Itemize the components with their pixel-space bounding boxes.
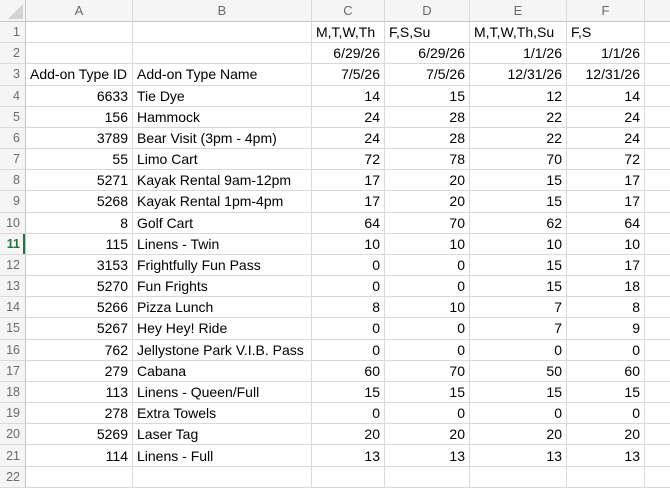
cell-F21[interactable]: 13 <box>567 445 645 466</box>
cell-F6[interactable]: 24 <box>567 128 645 149</box>
cell-B11[interactable]: Linens - Twin <box>133 234 312 255</box>
cell-A10[interactable]: 8 <box>26 213 133 234</box>
cell-A22[interactable] <box>26 467 133 488</box>
cell-C18[interactable]: 15 <box>312 382 385 403</box>
row-header-5[interactable] <box>0 107 26 128</box>
cell-D16[interactable]: 0 <box>385 340 470 361</box>
cell-A3[interactable]: Add-on Type ID <box>26 64 133 85</box>
cell-B7[interactable]: Limo Cart <box>133 149 312 170</box>
row-header-13[interactable] <box>0 276 26 297</box>
cell-D17[interactable]: 70 <box>385 361 470 382</box>
row-number-label: 18 <box>6 385 20 399</box>
cell-F12[interactable]: 17 <box>567 255 645 276</box>
cell-B9[interactable]: Kayak Rental 1pm-4pm <box>133 191 312 212</box>
row-number-label: 9 <box>13 194 20 209</box>
cell-E18[interactable]: 15 <box>470 382 567 403</box>
cell-partial-5[interactable] <box>645 107 670 128</box>
sheet-row-13 <box>0 276 670 297</box>
cell-C16[interactable]: 0 <box>312 340 385 361</box>
sheet-row-17 <box>0 361 670 382</box>
cell-F10[interactable]: 64 <box>567 213 645 234</box>
cell-F20[interactable]: 20 <box>567 424 645 445</box>
cell-D1[interactable]: F,S,Su <box>385 22 470 43</box>
row-number-label: 11 <box>6 236 20 251</box>
cell-C10[interactable]: 64 <box>312 213 385 234</box>
cell-partial-19[interactable] <box>645 403 670 424</box>
row-number-label: 21 <box>6 448 20 463</box>
row-number-label: 14 <box>6 300 20 315</box>
cell-partial-13[interactable] <box>645 276 670 297</box>
cell-C17[interactable]: 60 <box>312 361 385 382</box>
cell-partial-2[interactable] <box>645 43 670 64</box>
cell-partial-20[interactable] <box>645 424 670 445</box>
cell-D15[interactable]: 0 <box>385 318 470 339</box>
sheet-row-12 <box>0 255 670 276</box>
cell-C9[interactable]: 17 <box>312 191 385 212</box>
sheet-row-3 <box>0 64 670 85</box>
sheet-row-14 <box>0 297 670 318</box>
cell-D20[interactable]: 20 <box>385 424 470 445</box>
cell-E14[interactable]: 7 <box>470 297 567 318</box>
row-number-label: 10 <box>6 215 20 230</box>
sheet-row-20 <box>0 424 670 445</box>
cell-A4[interactable]: 6633 <box>26 86 133 107</box>
cell-A6[interactable]: 3789 <box>26 128 133 149</box>
cell-C1[interactable]: M,T,W,Th <box>312 22 385 43</box>
row-header-2[interactable] <box>0 43 26 64</box>
cell-F16[interactable]: 0 <box>567 340 645 361</box>
row-number-label: 7 <box>13 152 20 167</box>
cell-F4[interactable]: 14 <box>567 86 645 107</box>
row-header-10[interactable] <box>0 213 26 234</box>
cell-F15[interactable]: 9 <box>567 318 645 339</box>
cell-partial-8[interactable] <box>645 170 670 191</box>
row-number-label: 16 <box>6 342 20 357</box>
cell-A13[interactable]: 5270 <box>26 276 133 297</box>
cell-F9[interactable]: 17 <box>567 191 645 212</box>
cell-B17[interactable]: Cabana <box>133 361 312 382</box>
sheet-row-4 <box>0 86 670 107</box>
cell-partial-16[interactable] <box>645 340 670 361</box>
cell-partial-6[interactable] <box>645 128 670 149</box>
cell-C21[interactable]: 13 <box>312 445 385 466</box>
cell-F7[interactable]: 72 <box>567 149 645 170</box>
cell-partial-7[interactable] <box>645 149 670 170</box>
cell-partial-15[interactable] <box>645 318 670 339</box>
row-number-label: 3 <box>13 67 20 82</box>
cell-D14[interactable]: 10 <box>385 297 470 318</box>
row-number-label: 5 <box>13 109 20 124</box>
row-number-label: 6 <box>13 130 20 145</box>
cell-E16[interactable]: 0 <box>470 340 567 361</box>
cell-B1[interactable] <box>133 22 312 43</box>
row-number-label: 2 <box>13 46 20 61</box>
row-number-label: 12 <box>6 257 20 272</box>
column-header-D[interactable]: D <box>385 0 470 22</box>
cell-D22[interactable] <box>385 467 470 488</box>
cell-B22[interactable] <box>133 467 312 488</box>
cell-A11[interactable]: 115 <box>26 234 133 255</box>
cell-D2[interactable]: 6/29/26 <box>385 43 470 64</box>
cell-D10[interactable]: 70 <box>385 213 470 234</box>
row-number-label: 1 <box>13 25 20 40</box>
sheet-row-10 <box>0 213 670 234</box>
cell-C13[interactable]: 0 <box>312 276 385 297</box>
row-number-label: 4 <box>13 88 20 103</box>
sheet-row-15 <box>0 318 670 339</box>
cell-partial-17[interactable] <box>645 361 670 382</box>
sheet-row-6 <box>0 128 670 149</box>
cell-partial-3[interactable] <box>645 64 670 85</box>
cell-A2[interactable] <box>26 43 133 64</box>
grid-rows <box>0 22 670 488</box>
column-header-F[interactable]: F <box>567 0 645 22</box>
column-header-partial[interactable] <box>645 0 670 22</box>
cell-partial-10[interactable] <box>645 213 670 234</box>
row-header-4[interactable] <box>0 86 26 107</box>
cell-D6[interactable]: 28 <box>385 128 470 149</box>
cell-A19[interactable]: 278 <box>26 403 133 424</box>
cell-C15[interactable]: 0 <box>312 318 385 339</box>
sheet-row-2 <box>0 43 670 64</box>
sheet-row-18 <box>0 382 670 403</box>
cell-F2[interactable]: 1/1/26 <box>567 43 645 64</box>
cell-C5[interactable]: 24 <box>312 107 385 128</box>
cell-F18[interactable]: 15 <box>567 382 645 403</box>
cell-C6[interactable]: 24 <box>312 128 385 149</box>
cell-F1[interactable]: F,S <box>567 22 645 43</box>
cell-E6[interactable]: 22 <box>470 128 567 149</box>
cell-C19[interactable]: 0 <box>312 403 385 424</box>
cell-C7[interactable]: 72 <box>312 149 385 170</box>
cell-F8[interactable]: 17 <box>567 170 645 191</box>
column-header-A[interactable]: A <box>26 0 133 22</box>
cell-E15[interactable]: 7 <box>470 318 567 339</box>
row-header-15[interactable] <box>0 318 26 339</box>
cell-B15[interactable]: Hey Hey! Ride <box>133 318 312 339</box>
active-row-accent <box>23 234 25 254</box>
row-number-label: 17 <box>6 363 20 378</box>
select-all-button[interactable] <box>0 0 26 22</box>
cell-D13[interactable]: 0 <box>385 276 470 297</box>
cell-B10[interactable]: Golf Cart <box>133 213 312 234</box>
row-header-20[interactable] <box>0 424 26 445</box>
sheet-row-11 <box>0 234 670 255</box>
row-header-9[interactable] <box>0 191 26 212</box>
row-header-21[interactable] <box>0 445 26 466</box>
cell-B2[interactable] <box>133 43 312 64</box>
cell-E8[interactable]: 15 <box>470 170 567 191</box>
cell-A5[interactable]: 156 <box>26 107 133 128</box>
cell-F5[interactable]: 24 <box>567 107 645 128</box>
cell-E1[interactable]: M,T,W,Th,Su <box>470 22 567 43</box>
cell-D8[interactable]: 20 <box>385 170 470 191</box>
column-header-row <box>0 0 670 22</box>
cell-E5[interactable]: 22 <box>470 107 567 128</box>
cell-E7[interactable]: 70 <box>470 149 567 170</box>
cell-E13[interactable]: 15 <box>470 276 567 297</box>
column-header-B[interactable]: B <box>133 0 312 22</box>
cell-E17[interactable]: 50 <box>470 361 567 382</box>
row-number-label: 19 <box>6 406 20 421</box>
cell-partial-11[interactable] <box>645 234 670 255</box>
row-number-label: 22 <box>6 469 20 484</box>
cell-partial-12[interactable] <box>645 255 670 276</box>
cell-E21[interactable]: 13 <box>470 445 567 466</box>
cell-D9[interactable]: 20 <box>385 191 470 212</box>
sheet-row-1 <box>0 22 670 43</box>
sheet-row-9 <box>0 191 670 212</box>
cell-A1[interactable] <box>26 22 133 43</box>
cell-E19[interactable]: 0 <box>470 403 567 424</box>
cell-F3[interactable]: 12/31/26 <box>567 64 645 85</box>
cell-C12[interactable]: 0 <box>312 255 385 276</box>
cell-E22[interactable] <box>470 467 567 488</box>
cell-D12[interactable]: 0 <box>385 255 470 276</box>
cell-F11[interactable]: 10 <box>567 234 645 255</box>
sheet-row-16 <box>0 340 670 361</box>
cell-partial-1[interactable] <box>645 22 670 43</box>
cell-B6[interactable]: Bear Visit (3pm - 4pm) <box>133 128 312 149</box>
row-header-6[interactable] <box>0 128 26 149</box>
cell-E20[interactable]: 20 <box>470 424 567 445</box>
cell-E11[interactable]: 10 <box>470 234 567 255</box>
cell-E2[interactable]: 1/1/26 <box>470 43 567 64</box>
cell-A17[interactable]: 279 <box>26 361 133 382</box>
cell-A20[interactable]: 5269 <box>26 424 133 445</box>
row-header-7[interactable] <box>0 149 26 170</box>
cell-A12[interactable]: 3153 <box>26 255 133 276</box>
sheet-row-19 <box>0 403 670 424</box>
cell-C14[interactable]: 8 <box>312 297 385 318</box>
cell-B16[interactable]: Jellystone Park V.I.B. Pass <box>133 340 312 361</box>
cell-B20[interactable]: Laser Tag <box>133 424 312 445</box>
cell-E12[interactable]: 15 <box>470 255 567 276</box>
row-header-19[interactable] <box>0 403 26 424</box>
cell-F19[interactable]: 0 <box>567 403 645 424</box>
cell-B19[interactable]: Extra Towels <box>133 403 312 424</box>
cell-D7[interactable]: 78 <box>385 149 470 170</box>
cell-B21[interactable]: Linens - Full <box>133 445 312 466</box>
cell-B13[interactable]: Fun Frights <box>133 276 312 297</box>
cell-D18[interactable]: 15 <box>385 382 470 403</box>
cell-partial-18[interactable] <box>645 382 670 403</box>
cell-C11[interactable]: 10 <box>312 234 385 255</box>
row-header-3[interactable] <box>0 64 26 85</box>
sheet-row-8 <box>0 170 670 191</box>
cell-B18[interactable]: Linens - Queen/Full <box>133 382 312 403</box>
cell-A7[interactable]: 55 <box>26 149 133 170</box>
cell-A8[interactable]: 5271 <box>26 170 133 191</box>
cell-F14[interactable]: 8 <box>567 297 645 318</box>
cell-D19[interactable]: 0 <box>385 403 470 424</box>
row-number-label: 13 <box>6 279 20 294</box>
cell-D21[interactable]: 13 <box>385 445 470 466</box>
cell-E10[interactable]: 62 <box>470 213 567 234</box>
cell-C3[interactable]: 7/5/26 <box>312 64 385 85</box>
sheet-row-22 <box>0 467 670 488</box>
cell-E4[interactable]: 12 <box>470 86 567 107</box>
cell-partial-21[interactable] <box>645 445 670 466</box>
cell-B8[interactable]: Kayak Rental 9am-12pm <box>133 170 312 191</box>
cell-partial-22[interactable] <box>645 467 670 488</box>
cell-C8[interactable]: 17 <box>312 170 385 191</box>
row-header-17[interactable] <box>0 361 26 382</box>
cell-A14[interactable]: 5266 <box>26 297 133 318</box>
cell-B12[interactable]: Frightfully Fun Pass <box>133 255 312 276</box>
cell-B5[interactable]: Hammock <box>133 107 312 128</box>
column-header-C[interactable]: C <box>312 0 385 22</box>
cell-E3[interactable]: 12/31/26 <box>470 64 567 85</box>
cell-A16[interactable]: 762 <box>26 340 133 361</box>
cell-C4[interactable]: 14 <box>312 86 385 107</box>
cell-B14[interactable]: Pizza Lunch <box>133 297 312 318</box>
cell-partial-14[interactable] <box>645 297 670 318</box>
cell-E9[interactable]: 15 <box>470 191 567 212</box>
cell-D3[interactable]: 7/5/26 <box>385 64 470 85</box>
cell-B3[interactable]: Add-on Type Name <box>133 64 312 85</box>
row-number-label: 15 <box>6 321 20 336</box>
row-header-8[interactable] <box>0 170 26 191</box>
column-header-E[interactable]: E <box>470 0 567 22</box>
cell-A18[interactable]: 113 <box>26 382 133 403</box>
row-header-12[interactable] <box>0 255 26 276</box>
row-number-label: 20 <box>6 427 20 442</box>
row-header-22[interactable] <box>0 467 26 488</box>
sheet-row-21 <box>0 445 670 466</box>
row-header-16[interactable] <box>0 340 26 361</box>
cell-F22[interactable] <box>567 467 645 488</box>
row-header-14[interactable] <box>0 297 26 318</box>
cell-F13[interactable]: 18 <box>567 276 645 297</box>
cell-C20[interactable]: 20 <box>312 424 385 445</box>
select-all-triangle-icon <box>8 4 23 19</box>
sheet-row-7 <box>0 149 670 170</box>
cell-B4[interactable]: Tie Dye <box>133 86 312 107</box>
cell-A9[interactable]: 5268 <box>26 191 133 212</box>
cell-D4[interactable]: 15 <box>385 86 470 107</box>
sheet-row-5 <box>0 107 670 128</box>
cell-C22[interactable] <box>312 467 385 488</box>
cell-D11[interactable]: 10 <box>385 234 470 255</box>
row-number-label: 8 <box>13 173 20 188</box>
row-header-1[interactable] <box>0 22 26 43</box>
cell-A21[interactable]: 114 <box>26 445 133 466</box>
row-header-18[interactable] <box>0 382 26 403</box>
cell-A15[interactable]: 5267 <box>26 318 133 339</box>
cell-F17[interactable]: 60 <box>567 361 645 382</box>
cell-partial-9[interactable] <box>645 191 670 212</box>
row-header-11[interactable] <box>0 234 26 255</box>
cell-C2[interactable]: 6/29/26 <box>312 43 385 64</box>
cell-D5[interactable]: 28 <box>385 107 470 128</box>
cell-partial-4[interactable] <box>645 86 670 107</box>
